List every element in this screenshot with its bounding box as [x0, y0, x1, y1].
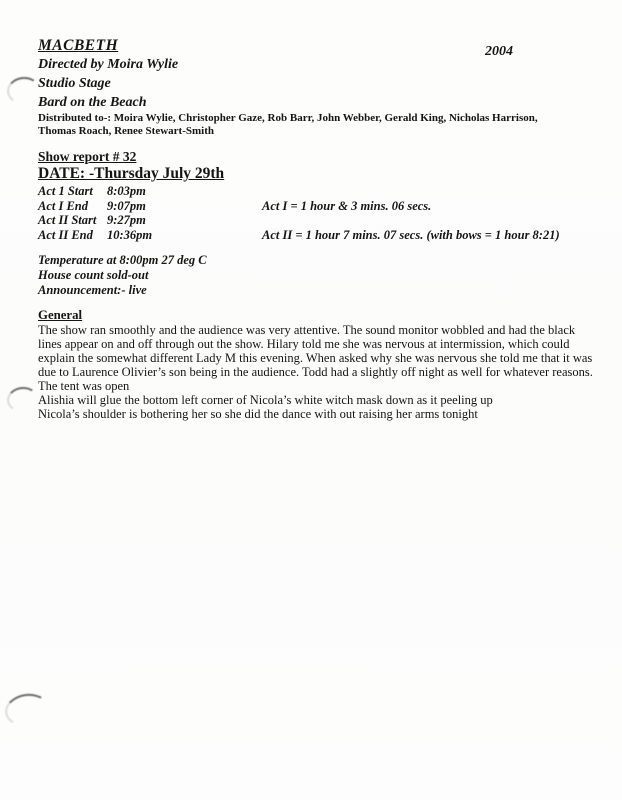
general-section-heading: General — [38, 308, 83, 323]
timing-label: Act II Start — [38, 213, 97, 228]
timing-row — [38, 199, 594, 214]
timing-time: 10:36pm — [107, 227, 153, 242]
general-note: The tent was open — [38, 379, 130, 394]
timing-time: 9:07pm — [107, 198, 146, 213]
timing-label: Act 1 Start — [38, 184, 93, 198]
timing-note — [262, 184, 594, 199]
timing-row — [38, 228, 594, 243]
temperature-line: Temperature at 8:00pm 27 deg C — [38, 253, 207, 268]
general-note: Nicola’s shoulder is bothering her so she did the dance with out raising her arms tonight — [38, 407, 478, 422]
timing-note: Act II = 1 hour 7 mins. 07 secs. (with bows = 1 hour 8:21) — [262, 227, 560, 242]
act-timings-table — [38, 184, 594, 242]
company-line: Bard on the Beach — [38, 95, 147, 110]
timing-time: 8:03pm — [107, 184, 146, 198]
timing-note: Act I = 1 hour & 3 mins. 06 secs. — [262, 198, 432, 213]
show-conditions — [38, 253, 594, 297]
timing-label: Act II End — [38, 227, 93, 242]
general-paragraph: The show ran smoothly and the audience was very attentive. The sound monitor wobbled and had the black lines appear on and off through out the show. Hilary told me she was nervous at intermission, which could explain the somewhat different Lady M this evening. When asked why she was nervous she told me that it was due to Laurence Olivier’s son being in the audience. Todd had a slightly off night as well for whatever reasons. — [38, 323, 593, 380]
distribution-list: Distributed to-: Moira Wylie, Christopher Gaze, Rob Barr, John Webber, Gerald King, Nicholas Harrison, Thomas Roach, Renee Stewart-Smith — [38, 112, 538, 137]
show-report-number: Show report # 32 — [38, 149, 137, 164]
director-line: Directed by Moira Wylie — [38, 57, 179, 72]
hole-punch-mark — [6, 385, 40, 414]
timing-note — [262, 213, 594, 228]
timing-time: 9:27pm — [107, 213, 146, 228]
document-title: MACBETH — [38, 37, 119, 54]
house-count-line: House count sold-out — [38, 267, 149, 282]
report-date: DATE: -Thursday July 29th — [38, 165, 225, 182]
year-label: 2004 — [485, 44, 513, 59]
document-content — [38, 36, 594, 421]
stage-line: Studio Stage — [38, 76, 111, 91]
timing-row — [38, 184, 594, 199]
hole-punch-mark — [3, 691, 51, 729]
general-note: Alishia will glue the bottom left corner of Nicola’s white witch mask down as it peeling up — [38, 393, 493, 408]
announcement-line: Announcement:- live — [38, 282, 147, 297]
timing-row — [38, 213, 594, 228]
hole-punch-mark — [5, 75, 41, 106]
timing-label: Act I End — [38, 198, 89, 213]
